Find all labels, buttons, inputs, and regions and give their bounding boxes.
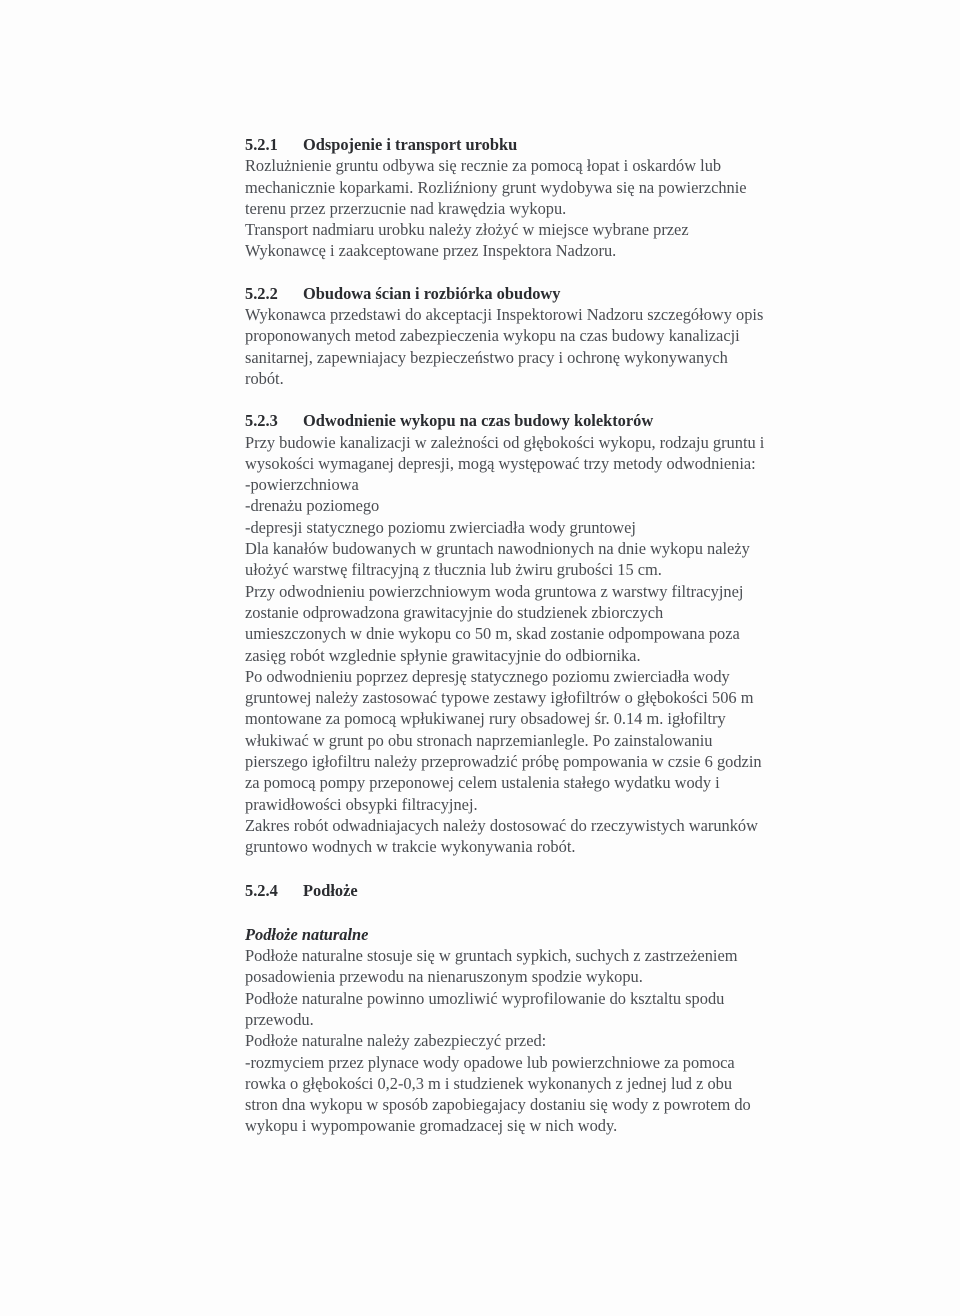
section-title: Odwodnienie wykopu na czas budowy kolektorów: [303, 411, 654, 431]
paragraph-line: zostanie odprowadzona grawitacyjnie do studzienek zbiorczych: [245, 602, 664, 622]
paragraph-line: rowka o głębokości 0,2-0,3 m i studzienek wykonanych z jednej lud z obu: [245, 1073, 733, 1093]
section-number: 5.2.3: [245, 411, 278, 431]
section-spacer: [245, 389, 885, 410]
paragraph-line: sanitarnej, zapewniajacy bezpieczeństwo pracy i ochronę wykonywanych: [245, 347, 728, 367]
section-heading: [245, 283, 885, 304]
paragraph-line: za pomocą pompy przeponowej celem ustalenia stałego wydatku wody i: [245, 773, 720, 793]
paragraph-line: Przy budowie kanalizacji w zależności od głębokości wykopu, rodzaju gruntu i: [245, 432, 765, 452]
section-5-2-1: [245, 134, 885, 262]
section-heading: [245, 410, 885, 431]
paragraph-line: umieszczonych w dnie wykopu co 50 m, skad zostanie odpompowana poza: [245, 624, 740, 644]
section-5-2-2: [245, 283, 885, 389]
section-5-2-4: [245, 880, 885, 901]
paragraph-line: Transport nadmiaru urobku należy złożyć w miejsce wybrane przez: [245, 220, 689, 240]
section-title: Odspojenie i transport urobku: [303, 135, 518, 154]
paragraph-line: Wykonawca przedstawi do akceptacji Inspektorowi Nadzoru szczegółowy opis: [245, 305, 764, 325]
paragraph-line: Dla kanałów budowanych w gruntach nawodnionych na dnie wykopu należy: [245, 539, 750, 559]
paragraph-line: gruntowo wodnych w trakcie wykonywania robót.: [245, 837, 576, 857]
paragraph-line: mechanicznie koparkami. Rozliźniony grunt wydobywa się na powierzchnie: [245, 177, 747, 197]
paragraph-line: posadowienia przewodu na nienaruszonym spodzie wykopu.: [245, 967, 643, 987]
section-5-2-3: [245, 410, 885, 857]
paragraph-line: robót.: [245, 368, 284, 388]
paragraph-line: Wykonawcę i zaakceptowane przez Inspektora Nadzoru.: [245, 241, 617, 261]
list-item: -drenażu poziomego: [245, 496, 380, 516]
paragraph-line: pierszego igłofiltru należy przeprowadzić próbę pompowania w czsie 6 godzin: [245, 752, 762, 772]
paragraph-line: Po odwodnieniu poprzez depresję statycznego poziomu zwierciadła wody: [245, 666, 730, 686]
paragraph-line: terenu przez przerzucnie nad krawędzia wykopu.: [245, 198, 567, 218]
paragraph-line: Podłoże naturalne stosuje się w gruntach sypkich, suchych z zastrzeżeniem: [245, 946, 738, 966]
list-item: -depresji statycznego poziomu zwierciadła wody gruntowej: [245, 517, 636, 537]
paragraph-line: Przy odwodnieniu powierzchniowym woda gruntowa z warstwy filtracyjnej: [245, 581, 744, 601]
section-spacer: [245, 858, 885, 880]
list-item: -rozmyciem przez plynace wody opadowe lub powierzchniowe za pomoca: [245, 1052, 735, 1072]
list-item: -powierzchniowa: [245, 475, 359, 495]
paragraph-line: stron dna wykopu w sposób zapobiegajacy dostaniu się wody z powrotem do: [245, 1095, 751, 1115]
paragraph-line: Podłoże naturalne powinno umozliwić wyprofilowanie do ksztaltu spodu: [245, 988, 725, 1008]
subsection-title: Podłoże naturalne: [245, 924, 369, 944]
paragraph-line: gruntowej należy zastosować typowe zestawy igłofiltrów o głębokości 506 m: [245, 688, 754, 708]
section-spacer: [245, 262, 885, 283]
paragraph-line: wykopu i wypompowanie gromadzacej się w nich wody.: [245, 1116, 618, 1136]
paragraph-line: wysokości wymaganej depresji, mogą występować trzy metody odwodnienia:: [245, 453, 756, 473]
section-title: Podłoże: [303, 880, 358, 900]
section-number: 5.2.4: [245, 880, 278, 900]
section-heading: [245, 880, 885, 901]
paragraph-line: włukiwać w grunt po obu stronach naprzemianlegle. Po zainstalowaniu: [245, 730, 713, 750]
paragraph-line: Podłoże naturalne należy zabezpieczyć przed:: [245, 1031, 547, 1051]
document-body: [245, 134, 885, 1137]
paragraph-line: ułożyć warstwę filtracyjną z tłucznia lub żwiru grubości 15 cm.: [245, 560, 662, 580]
paragraph-line: prawidłowości obsypki filtracyjnej.: [245, 794, 478, 814]
paragraph-line: montowane za pomocą wpłukiwanej rury obsadowej śr. 0.14 m. igłofiltry: [245, 709, 726, 729]
subsection-podloze-naturalne: [245, 924, 885, 1137]
section-heading: [245, 134, 885, 155]
section-number: 5.2.1: [245, 135, 278, 154]
paragraph-line: zasięg robót wzglednie spłynie grawitacyjnie do odbiornika.: [245, 645, 641, 665]
paragraph-line: Zakres robót odwadniajacych należy dostosować do rzeczywistych warunków: [245, 815, 758, 835]
paragraph-line: przewodu.: [245, 1009, 314, 1029]
paragraph-line: proponowanych metod zabezpieczenia wykopu na czas budowy kanalizacji: [245, 326, 740, 346]
section-title: Obudowa ścian i rozbiórka obudowy: [303, 283, 561, 303]
section-number: 5.2.2: [245, 283, 278, 303]
paragraph-line: Rozlużnienie gruntu odbywa się recznie za pomocą łopat i oskardów lub: [245, 156, 722, 176]
section-spacer: [245, 901, 885, 924]
